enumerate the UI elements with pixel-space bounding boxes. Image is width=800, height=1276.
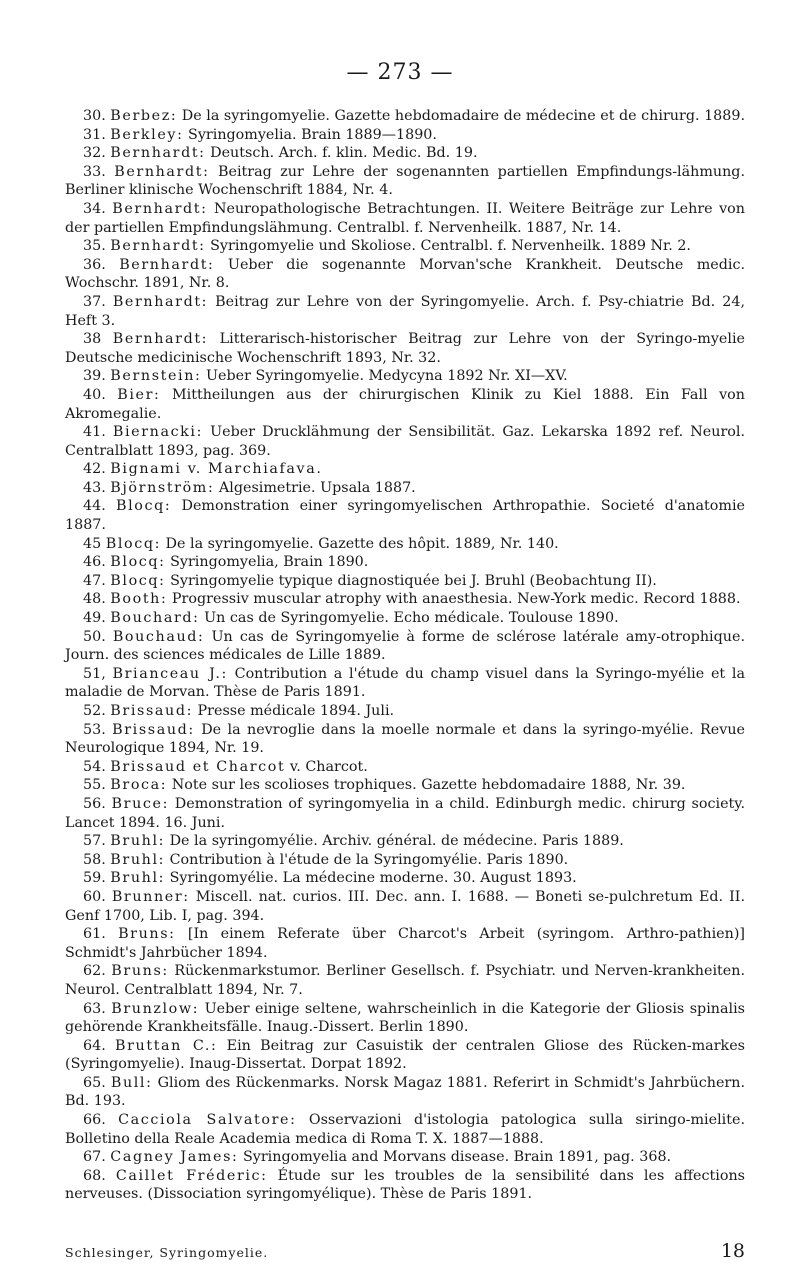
- entry-author: Brissaud et Charcot: [110, 758, 286, 775]
- entry-text: Contribution à l'étude de la Syringomyélie. Paris 1890.: [165, 851, 569, 868]
- entry-author: Biernacki:: [112, 424, 204, 441]
- entry-number: 49.: [83, 610, 106, 627]
- entry-number: 41.: [83, 424, 106, 441]
- entry-author: Bernhardt:: [119, 256, 215, 273]
- bibliography-entry: [65, 851, 745, 870]
- bibliography-entry: [65, 1148, 745, 1167]
- bibliography-entry: [65, 832, 745, 851]
- entry-text: Rückenmarkstumor. Berliner Gesellsch. f. Psychiatr. und Nerven-krankheiten. Neurol. Centralblatt 1894, Nr. 7.: [65, 963, 745, 998]
- bibliography-entry: [65, 553, 745, 572]
- entry-text: Un cas de Syringomyelie à forme de sclérose latérale amy-otrophique. Journ. des sciences médicales de Lille 1889.: [65, 628, 745, 664]
- bibliography-entry: [65, 609, 745, 628]
- entry-text: Demonstration einer syringomyelischen Arthropathie. Societé d'anatomie 1887.: [65, 498, 745, 534]
- entry-text: Syringomyelie und Skoliose. Centralbl. f. Nervenheilk. 1889 Nr. 2.: [205, 238, 691, 255]
- bibliography-entry: [65, 1037, 745, 1074]
- bibliography-entry: [65, 126, 745, 145]
- bibliography-entry: [65, 758, 745, 777]
- entry-number: 45: [83, 535, 102, 552]
- bibliography-entry: [65, 330, 745, 367]
- entry-author: Bruns:: [111, 963, 169, 980]
- entry-text: Gliom des Rückenmarks. Norsk Magaz 1881. Referirt in Schmidt's Jahrbüchern. Bd. 193.: [65, 1074, 746, 1110]
- entry-text: Ueber Syringomyelie. Medycyna 1892 Nr. XI—XV.: [201, 368, 568, 385]
- entry-author: Bernhardt:: [110, 238, 206, 255]
- entry-text: Algesimetrie. Upsala 1887.: [214, 479, 416, 496]
- bibliography-entry: [65, 665, 745, 702]
- entry-text: Beitrag zur Lehre der sogenannten partiellen Empfindungs-lähmung. Berliner klinische Wochenschrift 1884, Nr. 4.: [65, 163, 745, 199]
- entry-author: Blocq:: [110, 572, 166, 589]
- entry-text: Ein Beitrag zur Casuistik der centralen Gliose des Rücken-markes (Syringomyelie). Inaug-Dissertat. Dorpat 1892.: [65, 1037, 745, 1073]
- entry-number: 47.: [83, 572, 106, 589]
- entry-number: 44.: [83, 498, 106, 515]
- entry-author: Bruhl:: [110, 870, 166, 887]
- entry-author: Björnström:: [110, 479, 215, 496]
- entry-text: v. Charcot.: [285, 758, 368, 775]
- entry-author: Blocq:: [115, 498, 172, 515]
- entry-author: Brianceau J.:: [112, 665, 228, 682]
- bibliography-entry: [65, 497, 745, 534]
- bibliography-entry: [65, 107, 745, 126]
- entry-author: Bernhardt:: [114, 163, 210, 180]
- entry-number: 68.: [83, 1167, 106, 1184]
- entry-number: 64.: [83, 1037, 106, 1054]
- entry-text: Demonstration of syringomyelia in a child. Edinburgh medic. chirurg society. Lancet 1894. 16. Juni.: [65, 795, 745, 831]
- entry-author: Bernstein:: [110, 368, 202, 385]
- entry-number: 37.: [83, 293, 106, 310]
- entry-author: Bouchaud:: [112, 628, 205, 645]
- bibliography-entry: [65, 962, 745, 999]
- entry-text: Contribution a l'étude du champ visuel dans la Syringo-myélie et la maladie de Morvan. Thèse de Paris 1891.: [65, 665, 746, 701]
- entry-number: 33.: [83, 163, 106, 180]
- entry-number: 36.: [83, 256, 106, 273]
- entry-number: 50.: [83, 628, 106, 645]
- entry-text: Presse médicale 1894. Juli.: [192, 703, 395, 719]
- entry-author: Berkley:: [110, 126, 184, 143]
- page-footer: [65, 1240, 745, 1262]
- entry-number: 31.: [83, 126, 106, 143]
- bibliography-entry: [65, 869, 745, 888]
- entry-author: Bruns:: [118, 926, 176, 943]
- entry-number: 60.: [83, 888, 106, 905]
- bibliography-entry: [65, 795, 745, 832]
- entry-author: Bruttan C.:: [115, 1037, 218, 1054]
- entry-author: Bruhl:: [110, 833, 166, 850]
- bibliography-entry: [65, 572, 745, 591]
- entry-number: 59.: [83, 870, 106, 887]
- entry-text: Osservazioni d'istologia patologica sulla siringo-mielite. Bolletino della Reale Academia medica di Roma T. X. 1887—1888.: [65, 1112, 745, 1147]
- entry-text: Étude sur les troubles de la sensibilité dans les affections nerveuses. (Dissociation syringomyélique). Thèse de Paris 1891.: [65, 1167, 745, 1203]
- entry-number: 53.: [83, 721, 106, 738]
- entry-text: De la syringomyelie. Gazette hebdomadaire de médecine et de chirurg. 1889.: [177, 108, 746, 124]
- printer-signature: Schlesinger, Syringomyelie.: [65, 1245, 269, 1260]
- entry-number: 32.: [83, 145, 106, 162]
- bibliography-entry: [65, 590, 745, 609]
- bibliography-entry: [65, 925, 745, 962]
- entry-text: Ueber Drucklähmung der Sensibilität. Gaz. Lekarska 1892 ref. Neurol. Centralblatt 1893, pag. 369.: [65, 424, 745, 459]
- entry-text: Deutsch. Arch. f. klin. Medic. Bd. 19.: [205, 145, 478, 162]
- entry-number: 42.: [83, 461, 106, 478]
- bibliography-entry: [65, 628, 745, 665]
- entry-number: 40.: [83, 386, 106, 403]
- entry-author: Bruhl:: [110, 851, 166, 868]
- entry-number: 55.: [83, 777, 106, 794]
- entry-number: 39.: [83, 368, 106, 385]
- bibliography-entry: [65, 163, 745, 200]
- entry-text: Ueber einige seltene, wahrscheinlich in die Kategorie der Gliosis spinalis gehörende Krankheitsfälle. Inaug.-Dissert. Berlin 1890.: [65, 1000, 745, 1036]
- bibliography-list: [65, 107, 745, 1204]
- entry-author: Blocq:: [105, 535, 162, 552]
- bibliography-entry: [65, 144, 745, 163]
- entry-number: 62.: [83, 963, 106, 980]
- entry-number: 66.: [83, 1112, 106, 1129]
- entry-author: Cagney James:: [110, 1149, 239, 1166]
- entry-number: 48.: [83, 591, 106, 608]
- bibliography-entry: [65, 367, 745, 386]
- bibliography-entry: [65, 1074, 745, 1111]
- entry-text: De la syringomyelie. Gazette des hôpit. 1889, Nr. 140.: [161, 535, 559, 552]
- entry-text: Syringomyelia and Morvans disease. Brain 1891, pag. 368.: [238, 1149, 672, 1166]
- bibliography-entry: [65, 423, 745, 460]
- bibliography-entry: [65, 1000, 745, 1037]
- bibliography-entry: [65, 256, 745, 293]
- entry-author: Blocq:: [110, 554, 166, 571]
- entry-text: De la syringomyélie. Archiv. général. de médecine. Paris 1889.: [165, 833, 624, 850]
- entry-author: Cacciola Salvatore:: [118, 1112, 297, 1129]
- entry-text: Beitrag zur Lehre von der Syringomyelie. Arch. f. Psy-chiatrie Bd. 24, Heft 3.: [65, 293, 745, 329]
- entry-text: Ueber die sogenannte Morvan'sche Krankheit. Deutsche medic. Wochschr. 1891, Nr. 8.: [65, 256, 745, 292]
- entry-number: 57.: [83, 833, 106, 850]
- entry-number: 30.: [83, 108, 106, 124]
- entry-number: 67.: [83, 1149, 106, 1166]
- entry-author: Brunzlow:: [111, 1000, 200, 1017]
- entry-author: Bernhardt:: [112, 293, 209, 310]
- entry-author: Bull:: [110, 1074, 153, 1091]
- entry-number: 54.: [83, 758, 106, 775]
- entry-text: Mittheilungen aus der chirurgischen Klinik zu Kiel 1888. Ein Fall von Akromegalie.: [65, 386, 746, 422]
- bibliography-entry: [65, 535, 745, 554]
- bibliography-entry: [65, 776, 745, 795]
- entry-author: Brissaud:: [112, 721, 195, 738]
- sheet-number: 18: [720, 1240, 745, 1262]
- bibliography-entry: [65, 1167, 745, 1204]
- entry-number: 46.: [83, 554, 106, 571]
- entry-number: 43.: [83, 479, 106, 496]
- entry-number: 63.: [83, 1000, 106, 1017]
- entry-author: Bernhardt:: [110, 145, 206, 162]
- bibliography-entry: [65, 200, 745, 237]
- page-number: — 273 —: [346, 60, 454, 85]
- bibliography-entry: [65, 237, 745, 256]
- entry-author: Bruce:: [111, 795, 169, 812]
- entry-text: Syringomyelia. Brain 1889—1890.: [183, 126, 437, 143]
- bibliography-entry: [65, 888, 745, 925]
- entry-number: 58.: [83, 851, 106, 868]
- bibliography-entry: [65, 702, 745, 721]
- entry-number: 34.: [83, 200, 106, 217]
- entry-text: Un cas de Syringomyelie. Echo médicale. Toulouse 1890.: [199, 610, 619, 627]
- entry-number: 56.: [83, 795, 106, 812]
- entry-author: Berbez:: [110, 108, 178, 124]
- entry-author: Brunner:: [111, 888, 190, 905]
- bibliography-entry: [65, 293, 745, 330]
- entry-author: Bernhardt:: [112, 200, 208, 217]
- bibliography-entry: [65, 721, 745, 758]
- entry-text: [In einem Referate über Charcot's Arbeit (syringom. Arthro-pathien)] Schmidt's Jahrbücher 1894.: [65, 926, 745, 961]
- entry-number: 61.: [83, 926, 106, 943]
- entry-text: Syringomyélie. La médecine moderne. 30. August 1893.: [165, 870, 577, 887]
- entry-number: 38: [83, 331, 102, 348]
- entry-author: Broca:: [110, 777, 168, 794]
- entry-text: Progressiv muscular atrophy with anaesthesia. New-York medic. Record 1888.: [167, 591, 741, 608]
- entry-number: 51,: [83, 665, 106, 682]
- bibliography-entry: [65, 1111, 745, 1148]
- entry-author: Bignami v. Marchiafava.: [110, 461, 323, 478]
- entry-number: 35.: [83, 238, 106, 255]
- entry-author: Bouchard:: [110, 610, 200, 627]
- entry-text: Syringomyelie typique diagnostiquée bei J. Bruhl (Beobachtung II).: [165, 572, 657, 589]
- bibliography-entry: [65, 386, 745, 423]
- entry-text: De la nevroglie dans la moelle normale et dans la syringo-myélie. Revue Neurologique 1894, Nr. 19.: [65, 721, 746, 757]
- entry-number: 65.: [83, 1074, 106, 1091]
- entry-text: Miscell. nat. curios. III. Dec. ann. I. 1688. — Boneti se-pulchretum Ed. II. Genf 1700, Lib. I, pag. 394.: [65, 888, 746, 924]
- entry-number: 52.: [83, 703, 106, 719]
- entry-text: Syringomyelia, Brain 1890.: [165, 554, 369, 571]
- bibliography-entry: [65, 460, 745, 479]
- entry-author: Booth:: [110, 591, 168, 608]
- entry-author: Caillet Fréderic:: [115, 1167, 268, 1184]
- entry-author: Bernhardt:: [112, 331, 209, 348]
- entry-text: Litterarisch-historischer Beitrag zur Lehre von der Syringo-myelie Deutsche medicinische Wochenschrift 1893, Nr. 32.: [65, 331, 745, 366]
- bibliography-entry: [65, 479, 745, 498]
- entry-author: Brissaud:: [110, 703, 193, 719]
- entry-author: Bier:: [117, 386, 161, 403]
- entry-text: Note sur les scolioses trophiques. Gazette hebdomadaire 1888, Nr. 39.: [167, 777, 686, 794]
- entry-text: Neuropathologische Betrachtungen. II. Weitere Beiträge zur Lehre von der partiellen Empfindungslähmung. Centralbl. f. Nervenheilk. 1887, Nr. 14.: [65, 200, 746, 236]
